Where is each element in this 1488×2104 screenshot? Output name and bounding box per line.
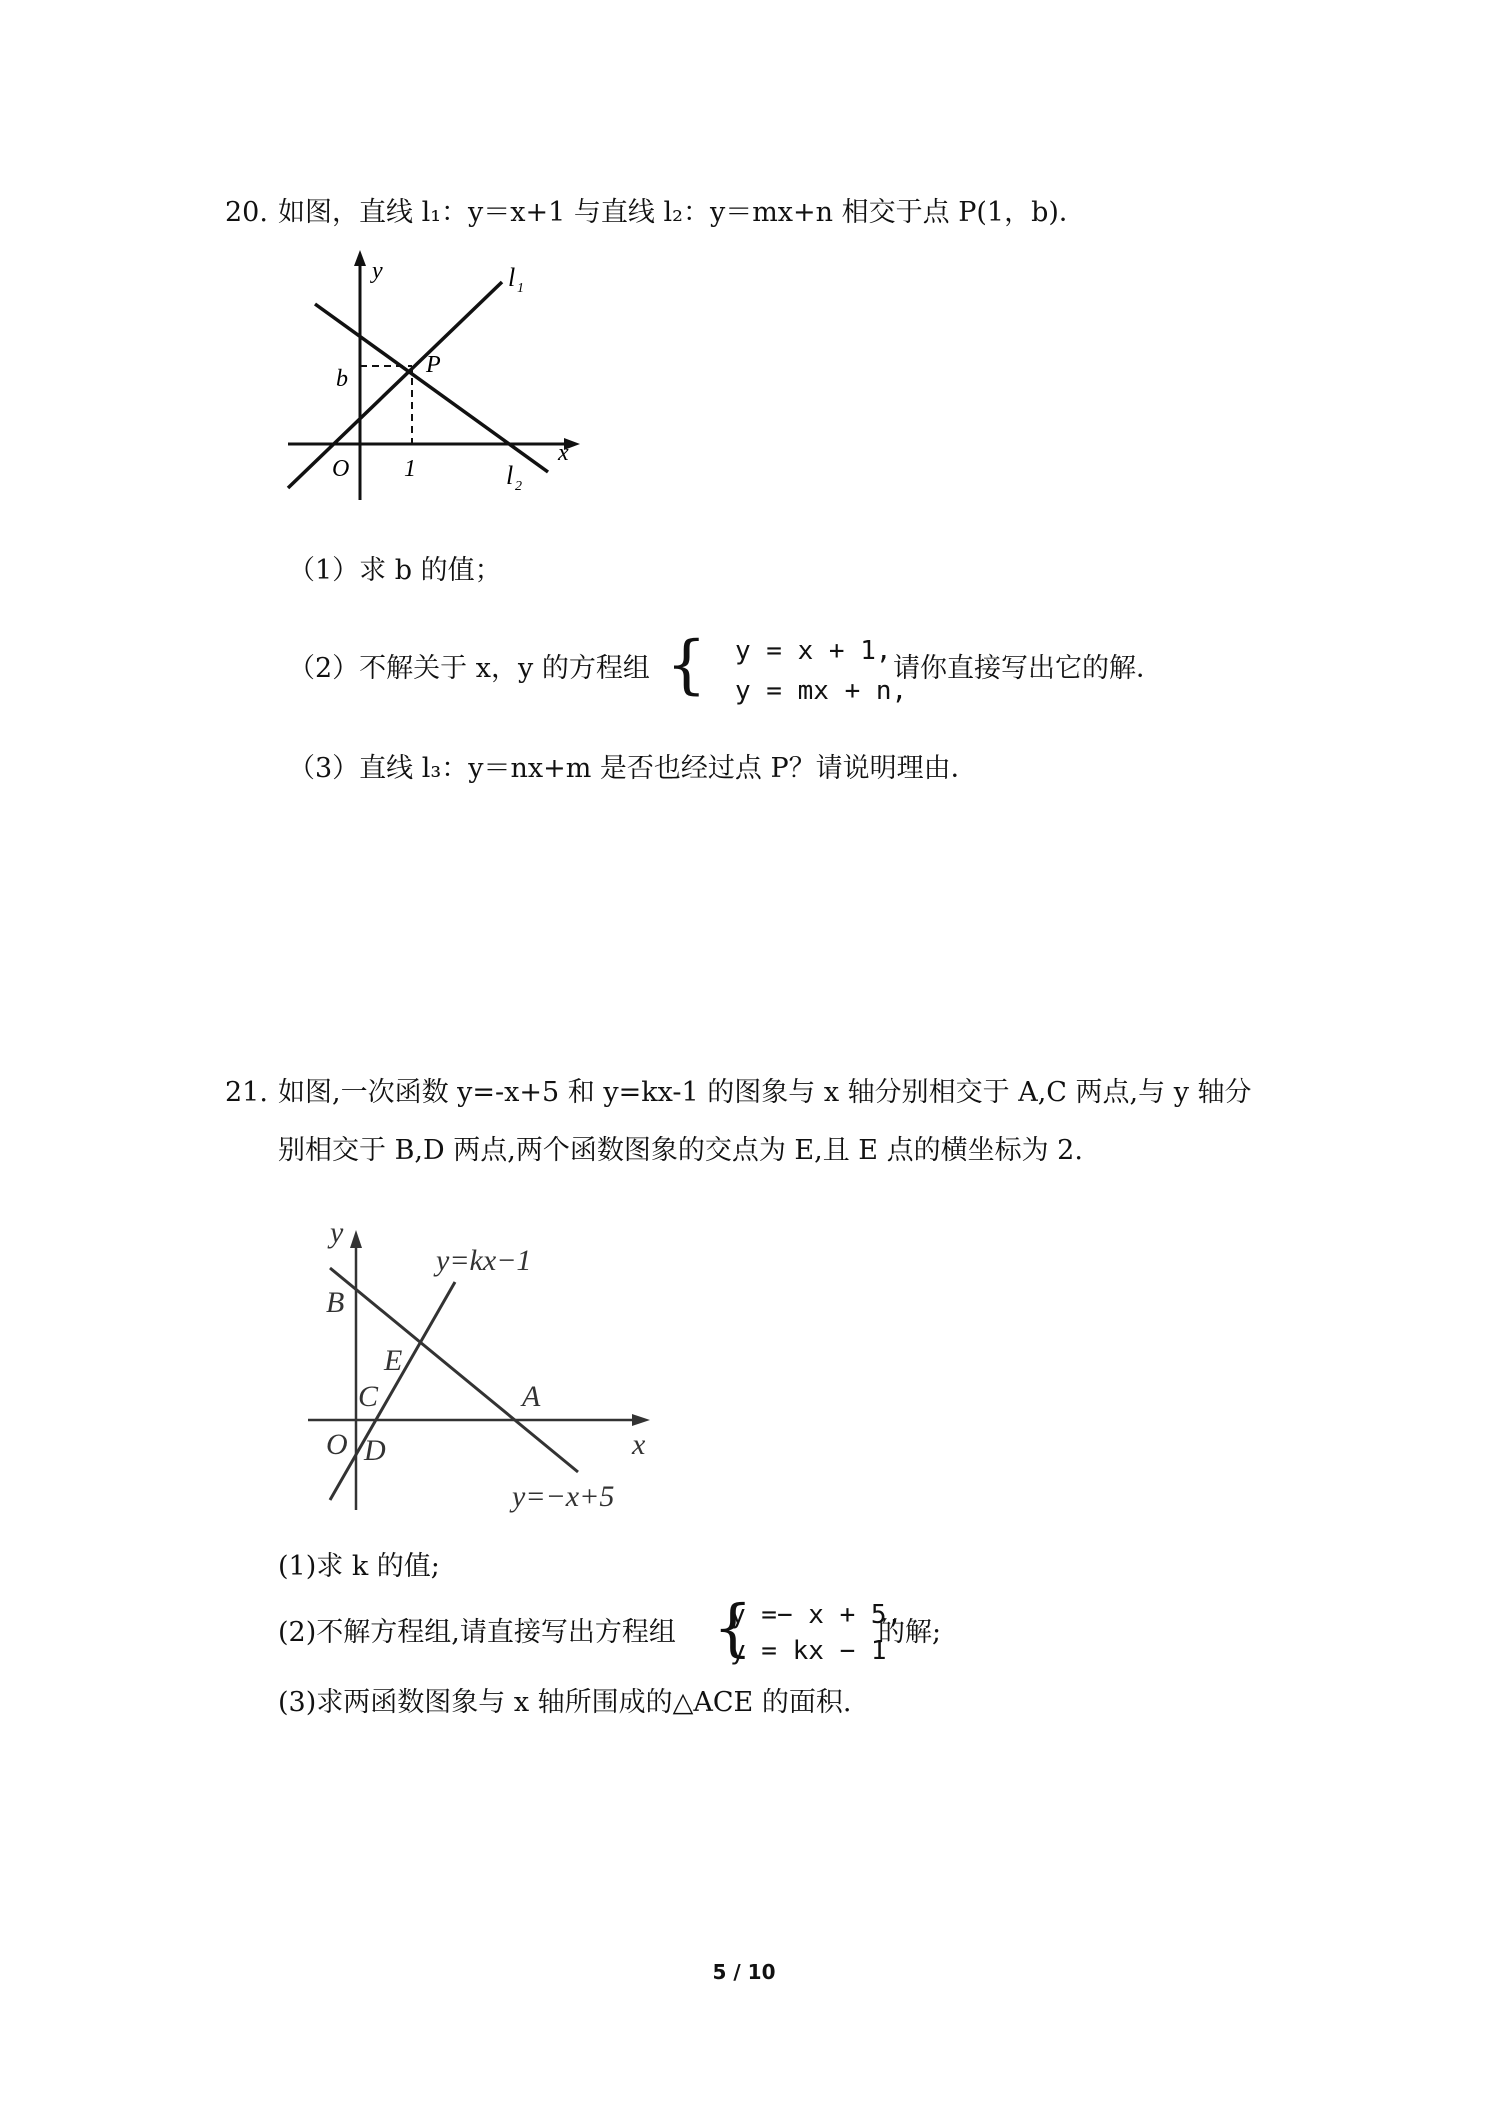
- q21-stem-line1: 如图,一次函数 y=-x+5 和 y=kx-1 的图象与 x 轴分别相交于 A,C 两点,与 y 轴分: [278, 1077, 1252, 1108]
- q21-part2-eq2: y = kx − 1: [730, 1636, 887, 1666]
- q20-figure: [280, 248, 590, 503]
- q20-number: 20.: [225, 197, 268, 228]
- q21-stem-line2: 别相交于 B,D 两点,两个函数图象的交点为 E,且 E 点的横坐标为 2.: [278, 1135, 1083, 1166]
- q21-label-O: O: [326, 1428, 348, 1461]
- q20-label-y: y: [372, 258, 383, 284]
- q21-x-arrow: [632, 1414, 650, 1426]
- q21-part2-eq1: y =− x + 5,: [730, 1600, 903, 1630]
- q21-label-line-k: y=kx−1: [436, 1244, 532, 1277]
- q21-line-k: [330, 1282, 455, 1500]
- q20-y-arrow: [354, 250, 366, 266]
- q21-label-E: E: [384, 1344, 403, 1377]
- q20-part2-brace: {: [666, 628, 707, 702]
- q20-label-l1-sub: 1: [517, 281, 524, 296]
- q21-part2-prefix: (2)不解方程组,请直接写出方程组: [278, 1617, 676, 1648]
- q20-part2-prefix: （2）不解关于 x，y 的方程组: [288, 653, 650, 684]
- q21-part2-suffix: 的解;: [878, 1617, 942, 1648]
- q20-part1: （1）求 b 的值；: [288, 555, 502, 586]
- q21-part1: (1)求 k 的值;: [278, 1551, 440, 1582]
- q21-label-C: C: [358, 1380, 379, 1413]
- page-number: 5 / 10: [712, 1960, 776, 1984]
- q21-number: 21.: [225, 1077, 268, 1108]
- q20-stem: 如图，直线 l₁：y＝x+1 与直线 l₂：y＝mx+n 相交于点 P(1，b)．: [278, 197, 1086, 228]
- q20-part2-eq2: y = mx + n,: [735, 676, 908, 706]
- q21-label-A: A: [522, 1380, 541, 1413]
- q20-line-l2: [315, 304, 548, 472]
- q20-label-b: b: [336, 366, 348, 392]
- q20-label-l1: l: [508, 263, 516, 292]
- q21-figure: [300, 1210, 680, 1530]
- q20-label-l2: l: [506, 461, 514, 490]
- q20-line-l1: [288, 282, 502, 488]
- q21-label-x: x: [632, 1428, 646, 1461]
- q21-y-arrow: [350, 1230, 362, 1248]
- q20-label-x: x: [558, 440, 569, 466]
- q21-part3: (3)求两函数图象与 x 轴所围成的△ACE 的面积.: [278, 1687, 852, 1718]
- q20-label-P: P: [426, 352, 441, 378]
- q21-part2-brace: {: [713, 1591, 753, 1664]
- q20-label-O: O: [332, 456, 350, 482]
- q21-label-y: y: [330, 1216, 344, 1249]
- q21-label-B: B: [326, 1286, 345, 1319]
- q20-label-1: 1: [404, 456, 416, 482]
- q21-label-line-neg: y=−x+5: [512, 1480, 615, 1513]
- q21-label-D: D: [364, 1434, 386, 1467]
- q20-part2-suffix: 请你直接写出它的解．: [893, 653, 1163, 684]
- q20-part2-eq1: y = x + 1,: [735, 636, 892, 666]
- q20-label-l2-sub: 2: [515, 479, 522, 494]
- q20-part3: （3）直线 l₃：y＝nx+m 是否也经过点 P？请说明理由．: [288, 753, 978, 784]
